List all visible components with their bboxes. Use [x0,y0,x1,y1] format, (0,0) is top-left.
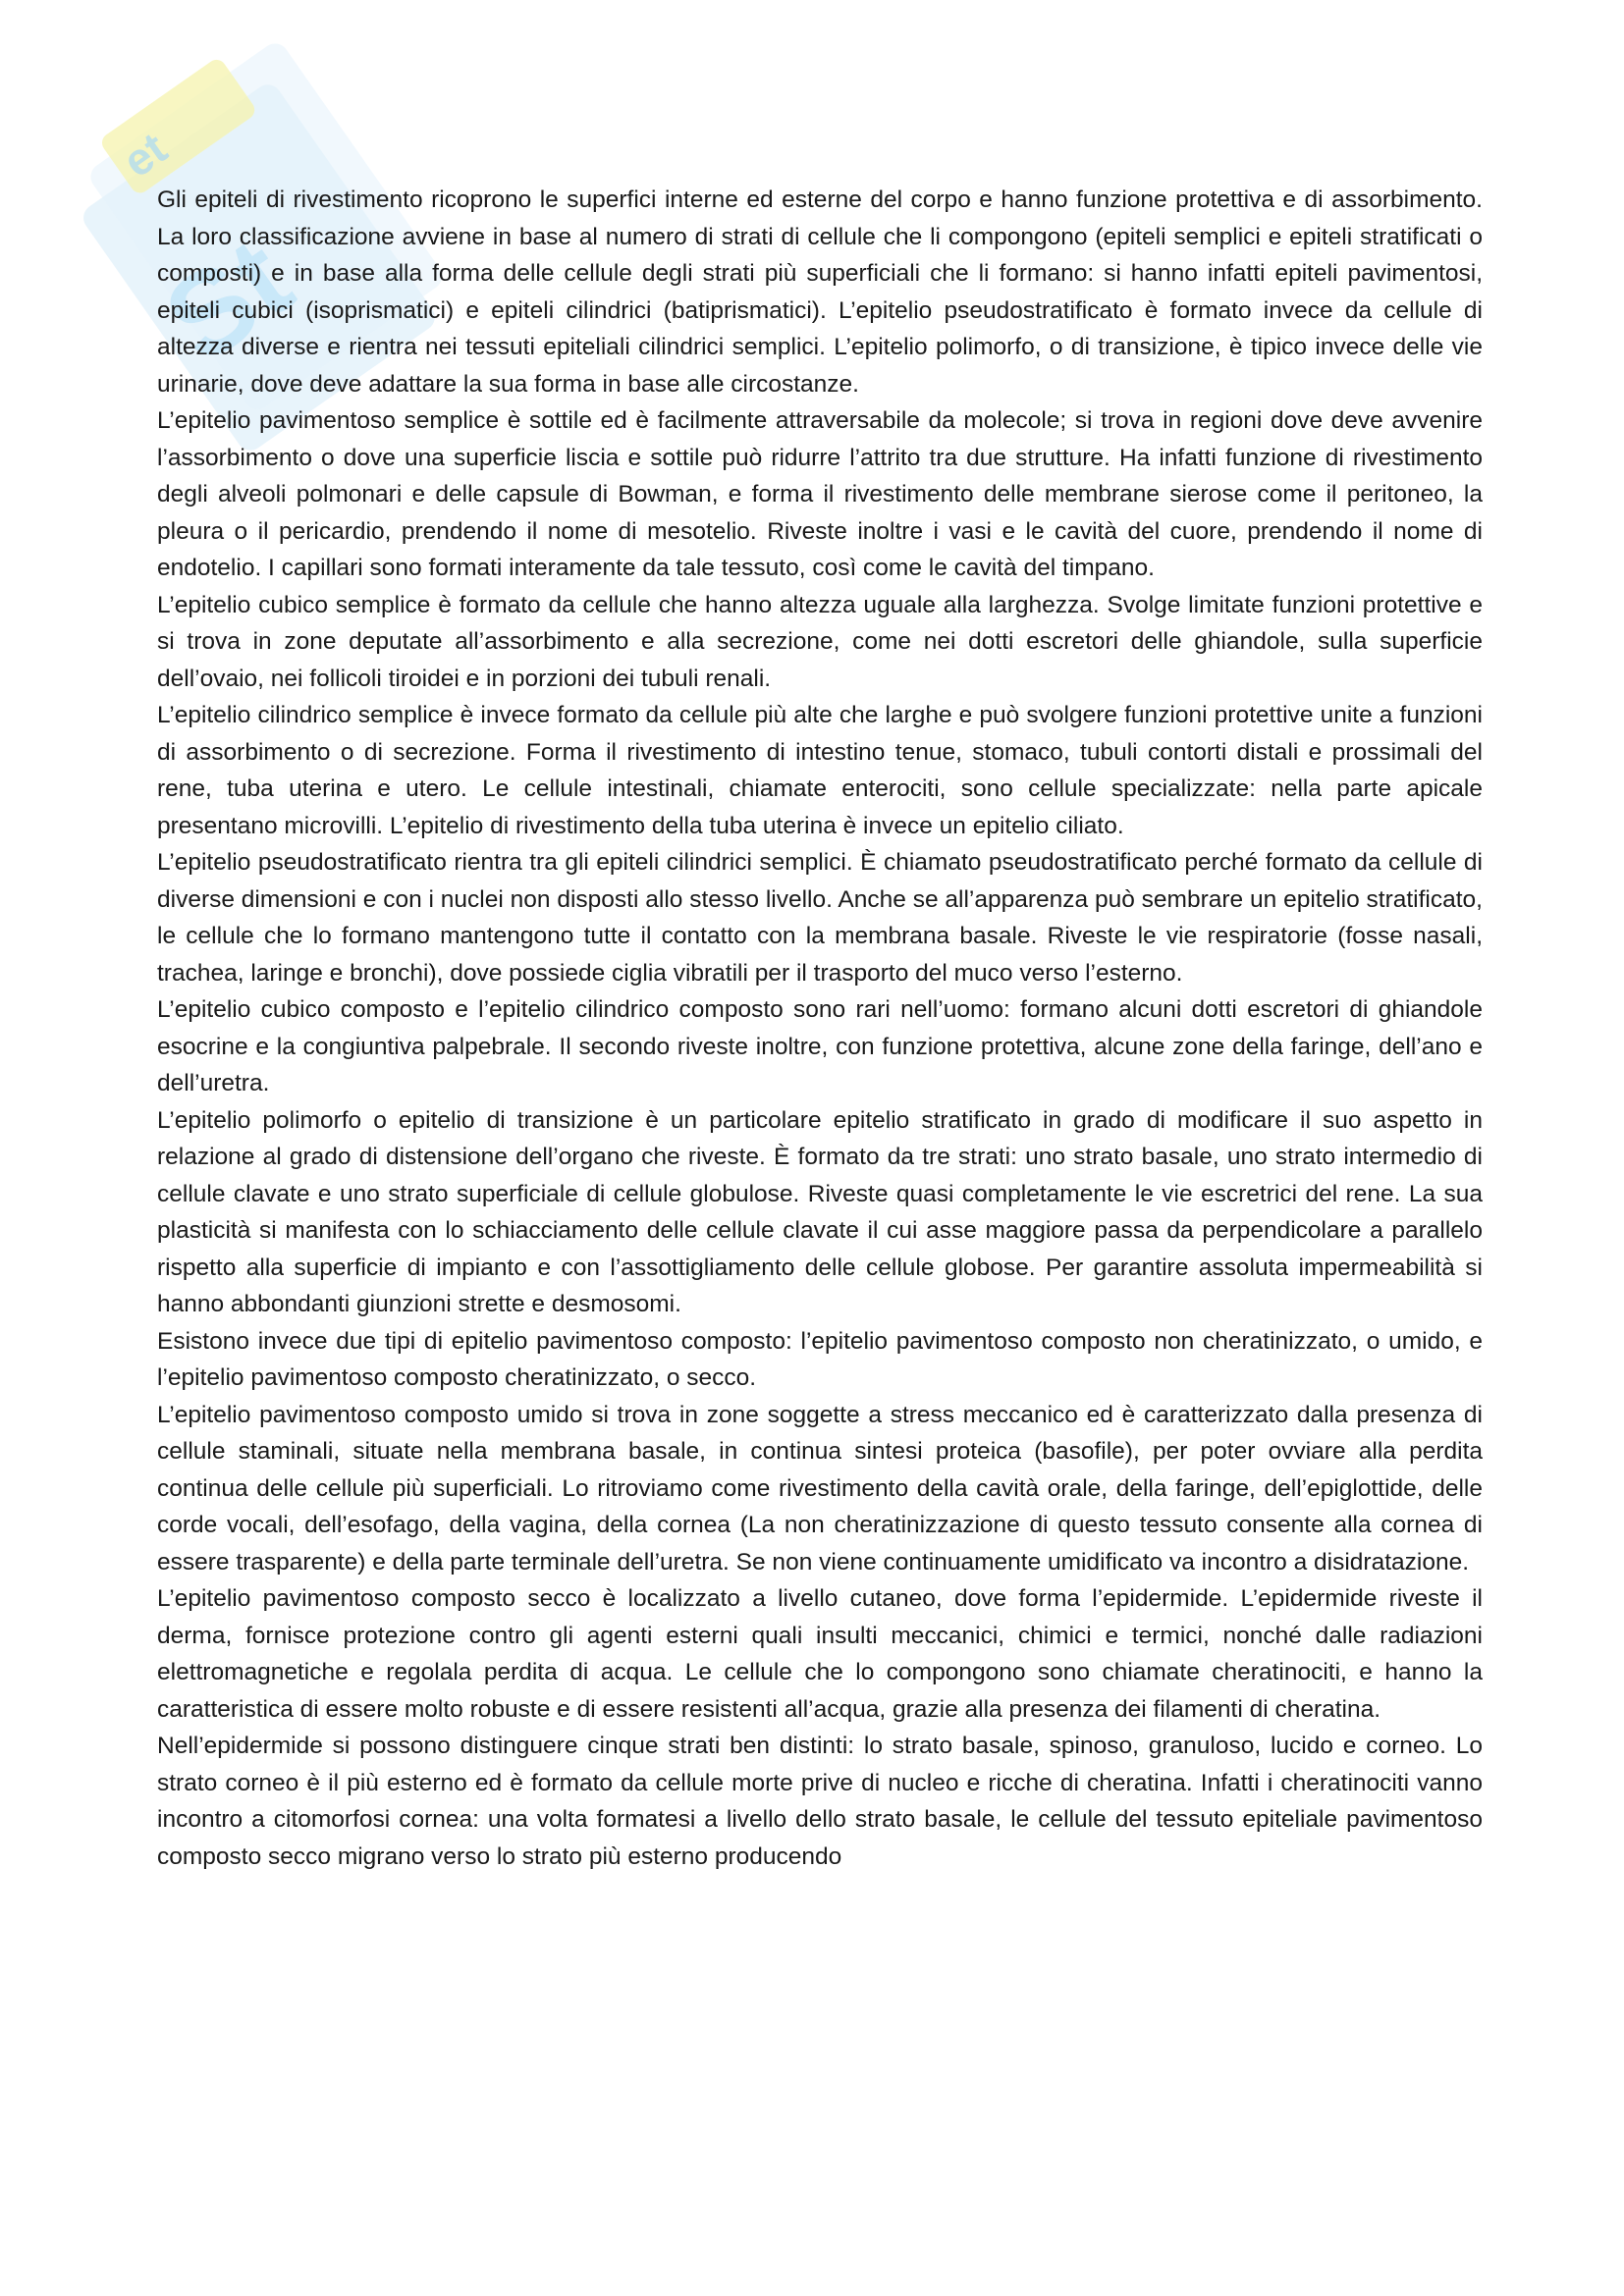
paragraph-pavimentoso-semplice: L’epitelio pavimentoso semplice è sottile ed è facilmente attraversabile da molecole; si trova in regioni dove deve avvenire l’assorbimento o dove una superficie liscia e sottile può ridurre l’attrito tra due strutture. Ha infatti funzione di rivestimento degli alveoli polmonari e delle capsule di Bowman, e forma il rivestimento delle membrane sierose come il peritoneo, la pleura o il pericardio, prendendo il nome di mesotelio. Riveste inoltre i vasi e le cavità del cuore, prendendo il nome di endotelio. I capillari sono formati interamente da tale tessuto, così come le cavità del timpano. [157,407,1483,581]
document-body [157,182,1483,1875]
svg-text:St: St [141,212,314,388]
paragraph-intro: Gli epiteli di rivestimento ricoprono le superfici interne ed esterne del corpo e hanno funzione protettiva e di assorbimento. La loro classificazione avviene in base al numero di strati di cellule che li compongono (epiteli semplici e epiteli stratificati o composti) e in base alla forma delle cellule degli strati più superficiali che li formano: si hanno infatti epiteli pavimentosi, epiteli cubici (isoprismatici) e epiteli cilindrici (batiprismatici). L’epitelio pseudostratificato è formato invece da cellule di altezza diverse e rientra nei tessuti epiteliali cilindrici semplici. L’epitelio polimorfo, o di transizione, è tipico invece delle vie urinarie, dove deve adattare la sua forma in base alle circostanze. [157,187,1483,398]
paragraph-pseudostratificato: L’epitelio pseudostratificato rientra tra gli epiteli cilindrici semplici. È chiamato pseudostratificato perché formato da cellule di diverse dimensioni e con i nuclei non disposti allo stesso livello. Anche se all’apparenza può sembrare un epitelio stratificato, le cellule che lo formano mantengono tutte il contatto con la membrana basale. Riveste le vie respiratorie (fosse nasali, trachea, laringe e bronchi), dove possiede ciglia vibratili per il trasporto del muco verso l’esterno. [157,849,1483,987]
paragraph-composto-umido: L’epitelio pavimentoso composto umido si trova in zone soggette a stress meccanico ed è caratterizzato dalla presenza di cellule staminali, situate nella membrana basale, in continua sintesi proteica (basofile), per poter ovviare alla perdita continua delle cellule più superficiali. Lo ritroviamo come rivestimento della cavità orale, della faringe, dell’epiglottide, delle corde vocali, dell’esofago, della vagina, della cornea (La non cheratinizzazione di questo tessuto consente alla cornea di essere trasparente) e della parte terminale dell’uretra. Se non viene continuamente umidificato va incontro a disidratazione. [157,1401,1483,1575]
paragraph-polimorfo: L’epitelio polimorfo o epitelio di transizione è un particolare epitelio stratificato in grado di modificare il suo aspetto in relazione al grado di distensione dell’organo che riveste. È formato da tre strati: uno strato basale, uno strato intermedio di cellule clavate e uno strato superficiale di cellule globulose. Riveste quasi completamente le vie escretrici del rene. La sua plasticità si manifesta con lo schiacciamento delle cellule clavate il cui asse maggiore passa da perpendicolare a parallelo rispetto alla superficie di impianto e con l’assottigliamento delle cellule globose. Per garantire assoluta impermeabilità si hanno abbondanti giunzioni strette e desmosomi. [157,1106,1483,1317]
paragraph-cilindrico-semplice: L’epitelio cilindrico semplice è invece formato da cellule più alte che larghe e può svolgere funzioni protettive unite a funzioni di assorbimento o di secrezione. Forma il rivestimento di intestino tenue, stomaco, tubuli contorti distali e prossimali del rene, tuba uterina e utero. Le cellule intestinali, chiamate enterociti, sono cellule specializzate: nella parte apicale presentano microvilli. L’epitelio di rivestimento della tuba uterina è invece un epitelio ciliato. [157,702,1483,839]
paragraph-cubico-semplice: L’epitelio cubico semplice è formato da cellule che hanno altezza uguale alla larghezza. Svolge limitate funzioni protettive e si trova in zone deputate all’assorbimento e alla secrezione, come nei dotti escretori delle ghiandole, sulla superficie dell’ovaio, nei follicoli tiroidei e in porzioni dei tubuli renali. [157,591,1483,692]
paragraph-pavimentoso-composto: Esistono invece due tipi di epitelio pavimentoso composto: l’epitelio pavimentoso composto non cheratinizzato, o umido, e l’epitelio pavimentoso composto cheratinizzato, o secco. [157,1327,1483,1391]
paragraph-composto-secco: L’epitelio pavimentoso composto secco è localizzato a livello cutaneo, dove forma l’epidermide. L’epidermide riveste il derma, fornisce protezione contro gli agenti esterni quali insulti meccanici, chimici e termici, nonché dalle radiazioni elettromagnetiche e regolala perdita di acqua. Le cellule che lo compongono sono chiamate cheratinociti, e hanno la caratteristica di essere molto robuste e di essere resistenti all’acqua, grazie alla presenza dei filamenti di cheratina. [157,1585,1483,1723]
svg-text:et: et [113,122,177,187]
paragraph-composti-rari: L’epitelio cubico composto e l’epitelio cilindrico composto sono rari nell’uomo: formano alcuni dotti escretori di ghiandole esocrine e la congiuntiva palpebrale. Il secondo riveste inoltre, con funzione protettiva, alcune zone della faringe, dell’ano e dell’uretra. [157,996,1483,1096]
paragraph-epidermide: Nell’epidermide si possono distinguere cinque strati ben distinti: lo strato basale, spinoso, granuloso, lucido e corneo. Lo strato corneo è il più esterno ed è formato da cellule morte prive di nucleo e ricche di cheratina. Infatti i cheratinociti vanno incontro a citomorfosi cornea: una volta formatesi a livello dello strato basale, le cellule del tessuto epiteliale pavimentoso composto secco migrano verso lo strato più esterno producendo [157,1733,1483,1870]
